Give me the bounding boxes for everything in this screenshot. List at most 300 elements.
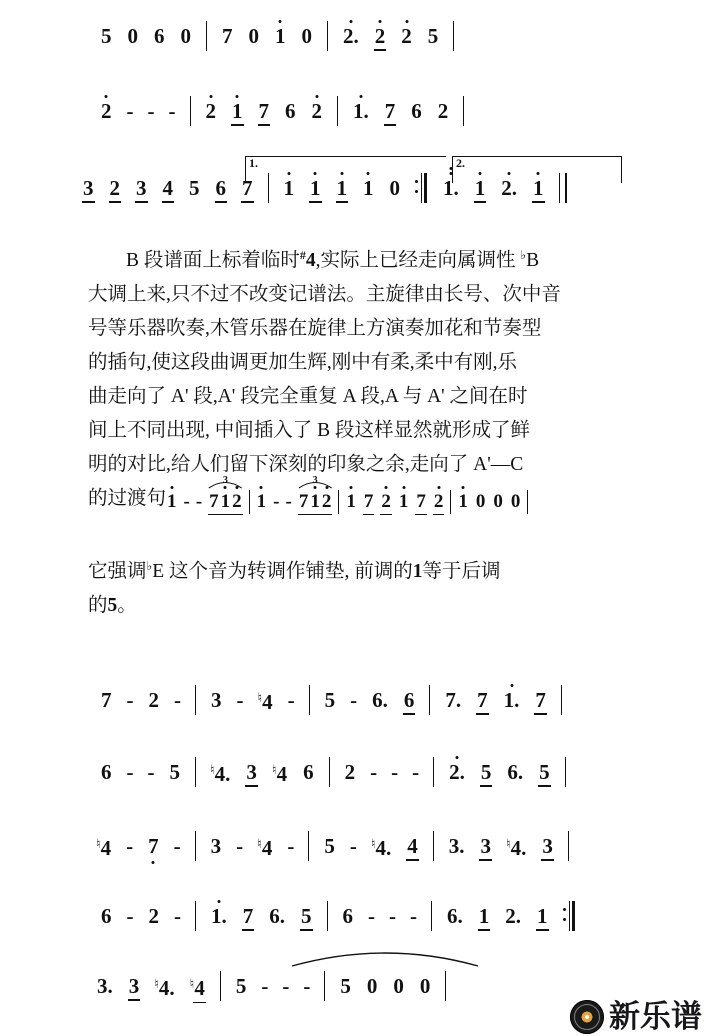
music-note: [127, 23, 140, 48]
note-digit: 4: [194, 976, 205, 1000]
note-digit: 3.: [448, 833, 465, 858]
note-digit: 6: [303, 759, 314, 784]
note-digit: 5: [324, 833, 335, 858]
duration-dash: -: [261, 973, 269, 998]
barline: [329, 757, 330, 787]
barline: [220, 971, 221, 1001]
octave-dot-high: [209, 95, 212, 98]
note-digit: 1: [220, 492, 232, 511]
prose-degree-1: 1: [412, 561, 423, 582]
music-note: [433, 492, 445, 511]
prose-text: 等于后调: [422, 561, 501, 582]
volta-label: 2.: [456, 156, 465, 170]
note-digit: 2.: [448, 762, 466, 783]
note-digit: 7: [363, 491, 374, 512]
note-digit: 0: [393, 973, 404, 998]
octave-dot-high: [260, 486, 263, 489]
commentary-paragraph: [88, 238, 628, 519]
duration-dash: -: [273, 490, 280, 512]
note-digit: 6.: [447, 903, 463, 928]
logo-wordmark: 新乐谱: [609, 998, 702, 1035]
music-note: [298, 492, 310, 511]
music-note: [245, 759, 258, 784]
accidental-icon: ♮: [189, 976, 195, 991]
duration-dash: -: [303, 973, 311, 998]
music-note: [504, 903, 522, 928]
barline: [433, 757, 434, 787]
duration-dash: -: [147, 98, 155, 123]
note-digit: 5: [169, 759, 180, 784]
music-staff-line: [0, 888, 710, 944]
note-digit: 4: [262, 690, 273, 714]
music-note: [492, 492, 504, 511]
note-digit: 3: [83, 175, 94, 200]
prose-line-8: [88, 475, 628, 519]
duration-dash: -: [168, 98, 176, 123]
music-note: [208, 492, 220, 511]
note-digit: 1: [474, 178, 487, 199]
barline: [308, 831, 309, 861]
note-digit: 7: [209, 491, 219, 512]
music-staff-line: [0, 8, 710, 64]
music-note: [380, 492, 392, 511]
note-digit: 6: [411, 98, 422, 123]
music-note: [100, 759, 113, 784]
prose-line-2: 大调上来,只不过不改变记谱法。主旋律由长号、次中音: [88, 284, 561, 305]
duration-dash: -: [236, 833, 244, 858]
music-note: [324, 687, 337, 712]
note-digit: 0: [475, 491, 486, 512]
note-digit: 4.: [214, 762, 231, 786]
note-digit: 1: [398, 492, 410, 511]
note-digit: 1: [457, 492, 469, 511]
barline: [327, 901, 328, 931]
music-note: [258, 98, 271, 123]
music-note: [363, 492, 375, 511]
prose-line-10: [88, 589, 628, 623]
note-digit: 2: [109, 175, 120, 200]
site-watermark: [570, 1000, 702, 1034]
note-digit: 4.: [510, 836, 527, 860]
barline: [463, 96, 464, 126]
music-note: [210, 759, 231, 785]
octave-dot-high: [105, 95, 108, 98]
music-note: [374, 23, 387, 48]
music-note: [437, 98, 450, 123]
music-note: [536, 903, 549, 928]
duration-dash: -: [126, 759, 134, 784]
prose-text: 。: [117, 595, 137, 616]
music-note: [366, 973, 379, 998]
octave-dot-high: [325, 486, 328, 489]
music-note: [534, 687, 547, 712]
music-note: [406, 833, 419, 858]
note-digit: 4: [100, 836, 112, 860]
commentary-paragraph-2: [88, 549, 628, 623]
music-note: [448, 759, 466, 784]
note-digit: 2: [231, 492, 243, 511]
music-note: [268, 903, 286, 928]
music-note: [510, 492, 522, 511]
music-note: [235, 973, 248, 998]
music-note: [100, 98, 113, 123]
note-digit: 4: [162, 175, 173, 200]
note-digit: 5: [189, 175, 200, 200]
note-digit: 3.: [97, 973, 113, 998]
music-staff-line: [0, 672, 710, 728]
music-note: [162, 175, 175, 200]
barline: [433, 831, 434, 861]
note-digit: 5: [235, 973, 247, 998]
note-digit: 7: [535, 687, 546, 712]
duration-dash: -: [126, 687, 134, 712]
barline: [190, 96, 191, 126]
note-digit: 4.: [158, 976, 175, 1000]
music-note: [506, 759, 524, 784]
music-note: [446, 903, 464, 928]
music-note: [169, 759, 182, 784]
octave-dot-high: [349, 20, 352, 23]
music-note: [302, 759, 315, 784]
music-staff-line: [0, 156, 710, 216]
music-note: [215, 175, 228, 200]
music-note: [256, 492, 268, 511]
duration-dash: -: [391, 759, 399, 784]
note-digit: 1: [166, 492, 178, 511]
barline: [450, 490, 451, 514]
note-digit: 4: [407, 833, 418, 858]
music-note: [210, 903, 228, 928]
note-digit: 5: [101, 23, 112, 48]
barline: [453, 21, 454, 51]
music-note: [100, 687, 113, 712]
music-note: [301, 23, 314, 48]
music-staff-line: [0, 818, 710, 874]
music-note: [148, 687, 161, 712]
note-digit: 5: [340, 973, 351, 998]
duration-dash: -: [370, 759, 378, 784]
duration-dash: -: [282, 973, 290, 998]
music-staff-line: [0, 83, 710, 139]
music-note: [210, 687, 223, 712]
octave-dot-high: [235, 486, 238, 489]
note-digit: 4: [276, 762, 288, 786]
volta-label: 1.: [249, 156, 258, 170]
prose-text: 的: [88, 595, 108, 616]
note-digit: 2: [374, 26, 387, 47]
note-digit: 3: [211, 687, 222, 712]
duration-dash: -: [147, 759, 155, 784]
note-digit: 2.: [500, 178, 518, 199]
duration-dash: -: [126, 903, 134, 928]
octave-dot-high: [402, 486, 405, 489]
note-digit: 3: [128, 973, 140, 998]
octave-dot-high: [385, 486, 388, 489]
inline-music-phrase: [166, 475, 534, 519]
note-digit: 6.: [372, 687, 388, 712]
triplet-number: 3: [222, 475, 228, 486]
duration-dash: -: [368, 903, 375, 928]
music-note: [479, 833, 492, 858]
note-digit: 3: [542, 833, 553, 858]
barline: [195, 685, 196, 715]
duration-dash: -: [173, 833, 181, 858]
music-note: [476, 687, 489, 712]
music-note: [231, 492, 243, 511]
prose-line-4: 的插句,使这段曲调更加生辉,刚中有柔,柔中有刚,乐: [88, 352, 518, 373]
barline: [431, 901, 432, 931]
note-digit: 1: [362, 178, 375, 199]
accidental-icon: ♮: [370, 836, 376, 851]
music-note: [538, 759, 551, 784]
note-digit: 7: [477, 687, 488, 712]
prose-text: 的过渡句: [88, 488, 167, 509]
music-note: [231, 98, 244, 123]
note-digit: 7: [242, 903, 254, 928]
octave-dot-high: [279, 20, 282, 23]
music-note: [384, 98, 397, 123]
note-digit: 1: [345, 492, 357, 511]
music-note: [220, 492, 232, 511]
music-note: [153, 23, 166, 48]
octave-dot-low: [152, 861, 155, 864]
duration-dash: -: [183, 490, 190, 512]
vinyl-record-icon: [570, 1000, 604, 1034]
duration-dash: -: [174, 903, 181, 928]
octave-dot-high: [236, 95, 239, 98]
music-note: [188, 175, 201, 200]
music-note: [135, 175, 148, 200]
music-note: [352, 98, 370, 123]
music-note: [166, 492, 178, 511]
prose-line-9: [88, 549, 628, 589]
music-note: [506, 833, 527, 859]
barline: [445, 971, 446, 1001]
duration-dash: -: [126, 98, 134, 123]
music-note: [457, 492, 469, 511]
music-note: [503, 687, 521, 712]
volta-bracket-1: [245, 156, 446, 183]
prose-text: E 这个音为转调作铺垫, 前调的: [152, 561, 413, 582]
barline: [195, 757, 196, 787]
note-digit: 2: [205, 101, 218, 122]
prose-degree-5: 5: [107, 595, 118, 616]
note-digit: 7: [242, 175, 253, 200]
flat-sign: ♭: [520, 248, 527, 262]
prose-text: B 段谱面上标着临时: [126, 250, 300, 271]
octave-dot-high: [510, 684, 513, 687]
note-digit: 2: [437, 98, 449, 123]
note-digit: 5: [480, 759, 492, 784]
barline: [206, 21, 207, 51]
music-note: [344, 759, 357, 784]
music-note: [415, 492, 427, 511]
music-note: [345, 492, 357, 511]
barline: [195, 831, 196, 861]
repeat-dots: [415, 180, 418, 200]
note-digit: 0: [301, 23, 312, 48]
duration-dash: -: [236, 687, 244, 712]
note-digit: 5: [539, 759, 550, 784]
triplet-number: 3: [312, 475, 318, 486]
music-note: [398, 492, 410, 511]
note-digit: 6: [101, 759, 112, 784]
music-note: [96, 973, 114, 998]
octave-dot-high: [455, 756, 458, 759]
note-digit: 0: [127, 23, 138, 48]
accidental-icon: ♮: [154, 976, 159, 991]
accidental-icon: ♮: [271, 762, 277, 777]
note-digit: 1: [283, 178, 296, 199]
octave-dot-high: [379, 20, 382, 23]
note-digit: 1.: [210, 906, 228, 927]
note-digit: 2: [148, 903, 159, 928]
note-digit: 6: [154, 23, 165, 48]
note-digit: 1: [231, 101, 244, 122]
note-digit: 7: [222, 23, 233, 48]
music-note: [128, 973, 141, 998]
note-digit: 0: [389, 175, 400, 200]
note-digit: 5: [324, 687, 336, 712]
prose-degree-4: 4: [305, 250, 316, 271]
note-digit: 0: [493, 491, 503, 512]
duration-dash: -: [412, 759, 420, 784]
music-note: [205, 98, 218, 123]
barline: [327, 21, 328, 51]
barline: [338, 490, 339, 514]
note-digit: 1.: [352, 101, 370, 122]
note-digit: 3: [136, 175, 147, 200]
triplet-group: [208, 475, 243, 512]
note-digit: 1: [309, 492, 321, 511]
octave-dot-high: [314, 486, 317, 489]
note-digit: 3: [210, 833, 222, 858]
accidental-icon: ♮: [257, 836, 262, 851]
note-digit: 0: [180, 23, 191, 48]
note-digit: 5: [301, 903, 312, 928]
music-note: [100, 23, 113, 48]
repeat-end-barline: [563, 901, 576, 931]
music-note: [448, 833, 466, 858]
prose-text: 它强调: [88, 561, 147, 582]
music-note: [82, 175, 95, 200]
prose-line-3: 号等乐器吹奏,木管乐器在旋律上方演奏加花和节奏型: [88, 318, 542, 339]
duration-dash: -: [126, 833, 134, 858]
music-note: [419, 973, 432, 998]
music-note: [154, 973, 175, 999]
note-digit: 1.: [442, 178, 460, 199]
music-note: [257, 833, 273, 859]
octave-dot-high: [217, 900, 220, 903]
music-note: [342, 23, 360, 48]
note-digit: 7: [298, 491, 309, 512]
note-digit: 3: [480, 833, 491, 858]
music-note: [311, 98, 324, 123]
music-note: [221, 23, 234, 48]
duration-dash: -: [349, 833, 357, 858]
barline: [309, 685, 310, 715]
music-note: [403, 687, 416, 712]
triplet-group: [298, 475, 333, 512]
music-note: [248, 23, 261, 48]
note-digit: 2: [380, 492, 392, 511]
note-digit: 2: [311, 101, 324, 122]
music-note: [410, 98, 423, 123]
music-note: [180, 23, 193, 48]
octave-dot-high: [359, 95, 362, 98]
music-note: [480, 759, 493, 784]
music-note: [323, 833, 336, 858]
music-note: [342, 903, 355, 928]
note-digit: 6: [285, 98, 296, 123]
music-note: [339, 973, 352, 998]
music-note: [427, 23, 440, 48]
note-digit: 0: [419, 973, 431, 998]
note-digit: 2: [148, 687, 159, 712]
music-note: [371, 833, 392, 859]
note-digit: 1: [537, 903, 548, 928]
note-digit: 2: [100, 101, 113, 122]
note-digit: 6.: [507, 759, 524, 784]
music-note: [392, 973, 405, 998]
note-digit: 6: [403, 687, 415, 712]
duration-dash: -: [195, 490, 203, 512]
duration-dash: -: [410, 903, 417, 928]
note-digit: 7: [258, 98, 269, 123]
duration-dash: -: [174, 687, 181, 712]
music-note: [300, 903, 313, 928]
note-digit: 6.: [269, 903, 285, 928]
octave-dot-high: [405, 20, 408, 23]
barline: [561, 685, 562, 715]
prose-text: ,实际上已经走向属调性: [315, 250, 521, 271]
flat-sign: ♭: [146, 559, 153, 573]
music-note: [147, 833, 160, 858]
note-digit: 1.: [503, 690, 521, 711]
music-note: [100, 903, 113, 928]
barline: [565, 757, 566, 787]
barline: [249, 490, 250, 514]
note-digit: 2: [321, 492, 333, 511]
music-staff-line: [0, 744, 710, 800]
music-note: [478, 903, 491, 928]
prose-key-b: B: [526, 250, 540, 271]
octave-dot-high: [315, 95, 318, 98]
note-digit: 1: [336, 178, 349, 199]
accidental-icon: ♮: [257, 690, 263, 705]
music-note: [190, 973, 206, 999]
music-note: [284, 98, 297, 123]
note-digit: 4.: [375, 836, 392, 860]
music-note: [148, 903, 161, 928]
note-digit: 3: [246, 759, 257, 784]
note-digit: 7: [416, 491, 426, 512]
note-digit: 2: [344, 759, 356, 784]
music-note: [274, 23, 287, 48]
note-digit: 6: [215, 175, 226, 200]
note-digit: 1: [532, 178, 545, 199]
barline: [429, 685, 430, 715]
note-digit: 1: [274, 26, 287, 47]
octave-dot-high: [437, 486, 440, 489]
music-note: [541, 833, 554, 858]
music-note: [210, 833, 223, 858]
prose-line-5: 曲走向了 A' 段,A' 段完全重复 A 段,A 与 A' 之间在时: [88, 386, 528, 407]
barline: [568, 831, 569, 861]
music-note: [400, 23, 413, 48]
music-note: [371, 687, 389, 712]
duration-dash: -: [287, 833, 295, 858]
